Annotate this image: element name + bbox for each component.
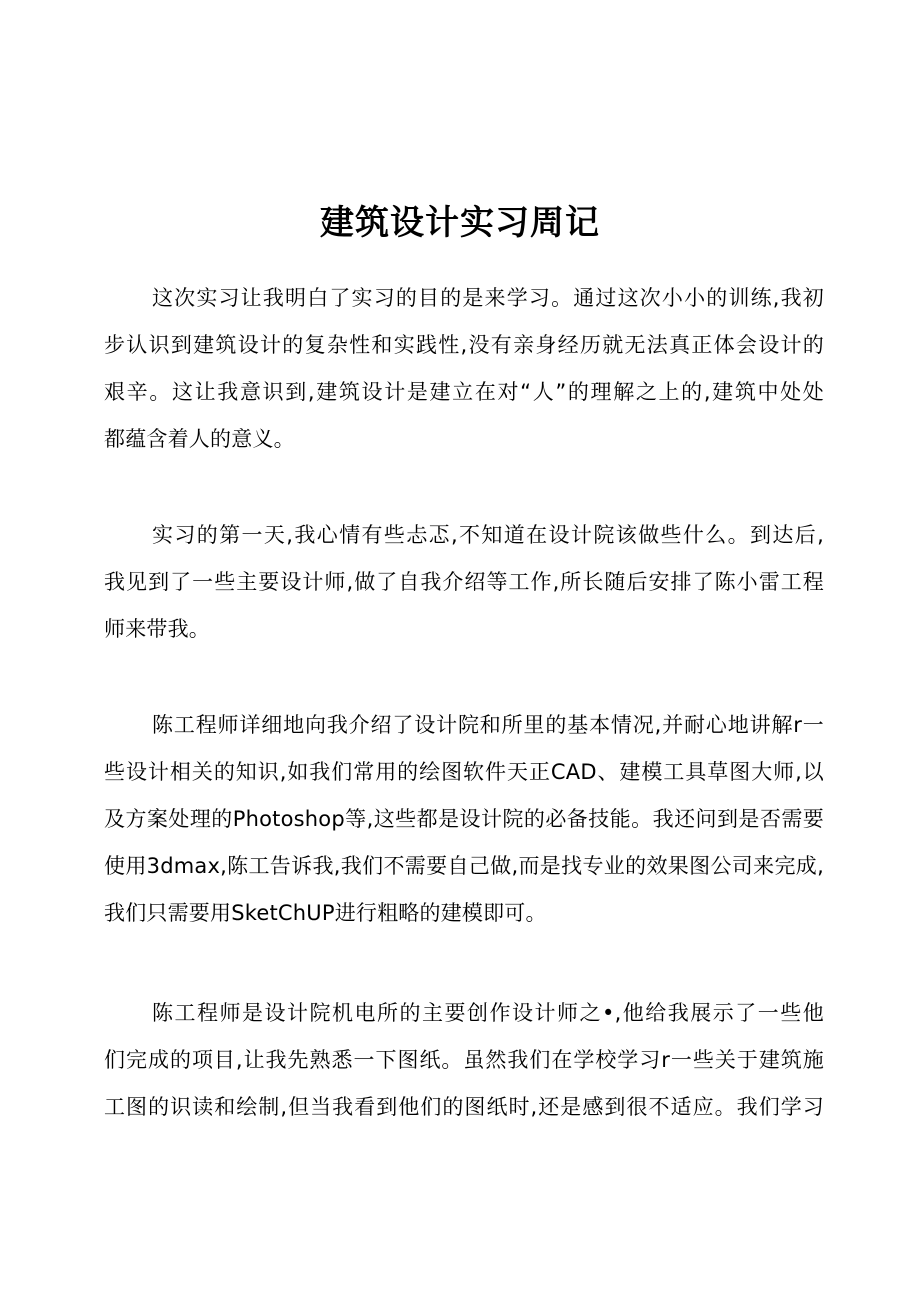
paragraph-3 <box>104 702 824 937</box>
paragraph-line: 们完成的项目,让我先熟悉一下图纸。虽然我们在学校学习r一些关于建筑施 <box>104 1048 824 1072</box>
paragraph-line: 陈工程师详细地向我介绍了设计院和所里的基本情况,并耐心地讲解r一 <box>152 713 824 737</box>
paragraph-2 <box>104 512 824 653</box>
paragraph-line: 工图的识读和绘制,但当我看到他们的图纸时,还是感到很不适应。我们学习 <box>104 1095 824 1119</box>
paragraph-line: 都蕴含着人的意义。 <box>104 427 295 451</box>
paragraph-line: 使用3dmax,陈工告诉我,我们不需要自己做,而是找专业的效果图公司来完成, <box>104 854 824 878</box>
paragraph-line: 师来带我。 <box>104 617 210 641</box>
paragraph-line: 我见到了一些主要设计师,做了自我介绍等工作,所长随后安排了陈小雷工程 <box>104 570 824 594</box>
paragraph-line: 实习的第一天,我心情有些忐忑,不知道在设计院该做些什么。到达后, <box>152 523 824 547</box>
paragraph-line: 我们只需要用SketChUP进行粗略的建模即可。 <box>104 901 547 925</box>
paragraph-line: 这次实习让我明白了实习的目的是来学习。通过这次小小的训练,我初 <box>152 286 824 310</box>
paragraph-line: 艰辛。这让我意识到,建筑设计是建立在对“人”的理解之上的,建筑中处处 <box>104 380 824 404</box>
paragraph-line: 些设计相关的知识,如我们常用的绘图软件天正CAD、建模工具草图大师,以 <box>104 760 824 784</box>
paragraph-line: 步认识到建筑设计的复杂性和实践性,没有亲身经历就无法真正体会设计的 <box>104 333 824 357</box>
paragraph-1 <box>104 275 824 463</box>
paragraph-line: 陈工程师是设计院机电所的主要创作设计师之•,他给我展示了一些他 <box>152 1001 824 1025</box>
paragraph-line: 及方案处理的Photoshop等,这些都是设计院的必备技能。我还问到是否需要 <box>104 807 824 831</box>
page-title: 建筑设计实习周记 <box>320 202 600 243</box>
paragraph-4 <box>104 990 824 1131</box>
